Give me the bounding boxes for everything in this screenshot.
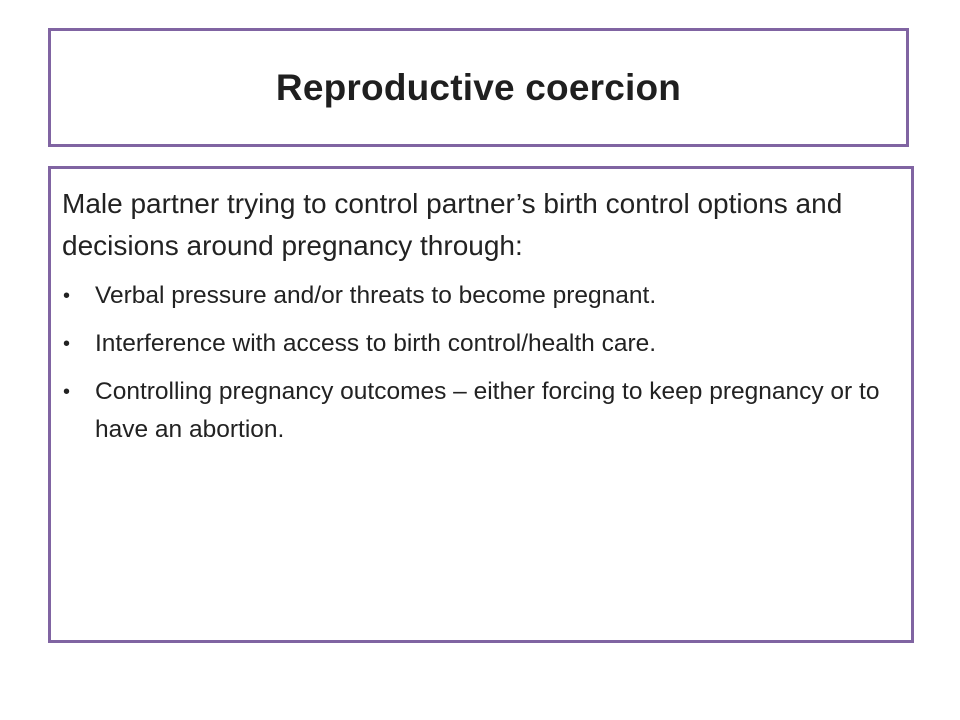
intro-text: Male partner trying to control partner’s birth control options and decisions around pregnancy through:	[62, 188, 843, 261]
bullet-text: Verbal pressure and/or threats to become pregnant.	[95, 282, 657, 309]
bullet-icon: •	[63, 333, 71, 355]
bullet-icon: •	[63, 381, 71, 403]
bullet-list	[62, 277, 893, 449]
bullet-item	[62, 325, 893, 363]
title-placeholder	[48, 28, 909, 147]
bullet-item	[62, 277, 893, 315]
bullet-text: Controlling pregnancy outcomes – either forcing to keep pregnancy or to have an abortion.	[95, 378, 880, 443]
bullet-item	[62, 373, 893, 449]
content-placeholder	[48, 166, 914, 643]
bullet-icon: •	[63, 285, 71, 307]
bullet-text: Interference with access to birth control/health care.	[95, 330, 657, 357]
slide-title: Reproductive coercion	[275, 66, 682, 108]
